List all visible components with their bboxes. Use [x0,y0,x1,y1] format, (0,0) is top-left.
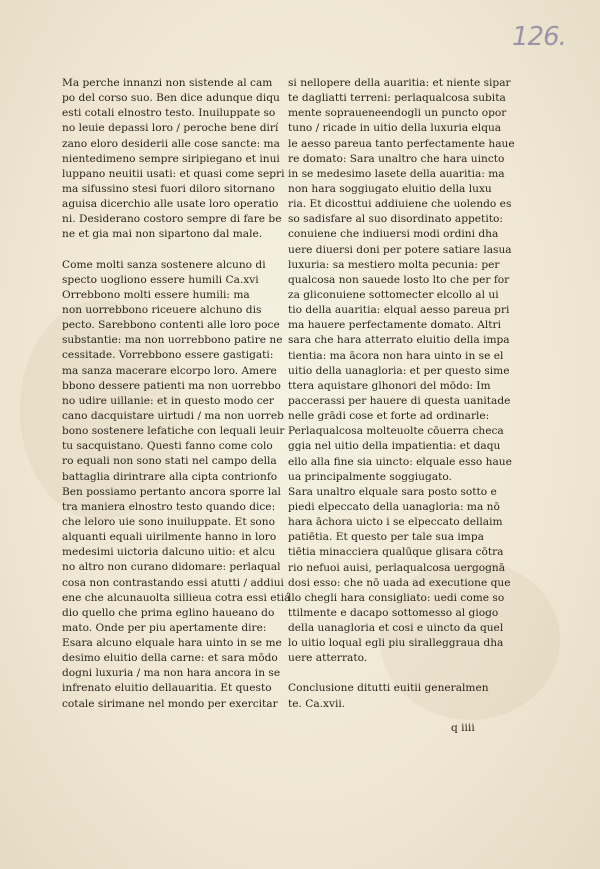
text-line: alquanti equali uirilmente hanno in loro [62,531,277,544]
text-line: infrenato eluitio dellauaritia. Et questo [62,682,272,695]
text-line: ro equali non sono stati nel campo della [62,455,277,468]
text-line: cosa non contrastando essi atutti / addiui [62,576,284,589]
text-line: conuiene che indiuersi modi ordini dha [288,228,499,241]
text-line: patiētia. Et questo per tale sua impa [288,531,484,544]
text-line: mente sopraueneendogli un puncto opor [288,107,507,120]
text-line: Perlaqualcosa molteuolte cōuerra checa [288,425,504,438]
text-line: bbono dessere patienti ma non uorrebbo [62,379,281,392]
text-line: esti cotali elnostro testo. Inuiluppate so [62,107,276,120]
text-line: dio quello che prima eglino haueano do [62,606,275,619]
text-line: sara che hara atterrato eluitio della impa [288,334,510,347]
text-line: le aesso pareua tanto perfectamente haue [288,137,515,150]
text-line: ne et gia mai non sipartono dal male. [62,228,263,241]
text-line: Ma perche innanzi non sistende al cam [62,77,273,89]
text-line: uere diuersi doni per potere satiare lasua [288,243,512,256]
text-line: Esara alcuno elquale hara uinto in se me [62,637,282,650]
paragraph-gap [62,243,267,258]
text-line: specto uogliono essere humili Ca.xvi [62,273,259,286]
text-line: ttilmente e dacapo sottomesso al giogo [288,606,499,619]
text-line: ma sanza macerare elcorpo loro. Amere [62,364,277,377]
text-line: Sara unaltro elquale sara posto sotto e [288,485,497,498]
right-text-column [288,76,515,712]
left-text-column [62,76,291,712]
text-line: lo uitio loqual egli piu siralleggraua dha [288,637,504,650]
text-line: tu sacquistano. Questi fanno come colo [62,440,273,453]
text-line: pecto. Sarebbono contenti alle loro poce [62,319,280,332]
text-line: cotale sirimane nel mondo per exercitar [62,697,278,710]
text-line: bono sostenere lefatiche con lequali leuir [62,425,285,438]
text-line: ene che alcunauolta sillieua cotra essi etiá [62,591,291,604]
text-line: della uanagloria et cosi e uincto da quel [288,622,504,635]
paragraph-gap [288,666,498,681]
text-line: Come molti sanza sostenere alcuno di [62,258,266,271]
text-line: dosi esso: che nō uada ad executione que [288,576,511,589]
text-line: tuno / ricade in uitio della luxuria elqua [288,122,502,135]
signature-mark: q iiii [451,722,475,734]
text-line: po del corso suo. Ben dice adunque diqu [62,92,280,105]
text-line: no leuie depassi loro / peroche bene dirí [62,122,279,135]
text-line: si nellopere della auaritia: et niente sipar [288,77,511,89]
text-line: hara āchora uicto i se elpeccato dellaim [288,516,503,529]
text-line: rio nefuoi auisi, perlaqualcosa uergognā [288,561,506,574]
text-line: tientia: ma ācora non hara uinto in se el [288,349,504,362]
text-line: uitio della uanagloria: et per questo sime [288,364,510,377]
text-line: re domato: Sara unaltro che hara uincto [288,152,505,165]
text-line: Conclusione ditutti euitii generalmen [288,682,489,695]
text-line: non uorrebbono riceuere alchuno dis [62,303,262,316]
text-line: no udire uillanie: et in questo modo cer [62,394,274,407]
text-line: no altro non curano didomare: perlaqual [62,561,281,574]
text-line: battaglia dirintrare alla cipta contrionfo [62,470,278,483]
text-line: desimo eluitio della carne: et sara mōdo [62,652,278,665]
text-line: substantie: ma non uorrebbono patire ne [62,334,283,347]
text-line: ma sifussino stesi fuori diloro sitornano [62,182,275,195]
text-line: cano dacquistare uirtudi / ma non uorreb [62,409,284,422]
text-line: ni. Desiderano costoro sempre di fare be [62,213,282,226]
text-line: nelle grādi cose et forte ad ordinarle: [288,410,490,423]
text-line: in se medesimo lasete della auaritia: ma [288,167,505,180]
text-line: cessitade. Vorrebbono essere gastigati: [62,349,274,362]
text-line: nientedimeno sempre siripiegano et inui [62,152,280,165]
text-line: luppano neuitii usati: et quasi come sepri [62,167,285,180]
text-line: che leloro uie sono inuiluppate. Et sono [62,515,276,528]
text-line: te. Ca.xvii. [288,697,346,710]
text-line: qualcosa non sauede losto lto che per for [288,273,510,286]
text-line: tio della auaritia: elqual aesso pareua pri [288,304,510,317]
text-line: uere atterrato. [288,652,368,665]
text-line: luxuria: sa mestiero molta pecunia: per [288,258,500,271]
text-line: mato. Onde per piu apertamente dire: [62,621,267,634]
text-line: non hara soggiugato eluitio della luxu [288,182,492,195]
text-line: tiētia minacciera qualūque glisara cōtra [288,546,504,559]
text-line: so sadisfare al suo disordinato appetito: [288,213,503,226]
text-line: ua principalmente soggiugato. [288,470,452,483]
text-line: Ben possiamo pertanto ancora sporre lal [62,485,281,498]
text-line: Orrebbono molti essere humili: ma [62,288,250,301]
text-line: ello alla fine sia uincto: elquale esso haue [288,455,512,468]
text-line: llo chegli hara consigliato: uedi come so [288,591,505,604]
folio-number: 126. [512,22,566,52]
text-line: paccerassi per hauere di questa uanitade [288,394,511,407]
text-line: aguisa dicerchio alle usate loro operatio [62,198,279,211]
text-line: ttera aquistare glhonori del mōdo: Im [288,379,491,392]
text-line: ma hauere perfectamente domato. Altri [288,319,501,332]
text-line: zano eloro desiderii alle cose sancte: ma [62,137,280,150]
text-line: te dagliatti terreni: perlaqualcosa subita [288,92,506,105]
text-line: piedi elpeccato della uanagloria: ma nō [288,500,500,513]
text-line: dogni luxuria / ma non hara ancora in se [62,667,281,680]
text-line: medesimi uictoria dalcuno uitio: et alcu [62,546,276,559]
text-line: ria. Et dicosttui addiuiene che uolendo es [288,198,512,211]
text-line: za gliconuiene sottomecter elcollo al ui [288,288,499,301]
text-line: tra maniera elnostro testo quando dice: [62,500,276,513]
text-line: ggia nel uitio della impatientia: et daqu [288,440,501,453]
